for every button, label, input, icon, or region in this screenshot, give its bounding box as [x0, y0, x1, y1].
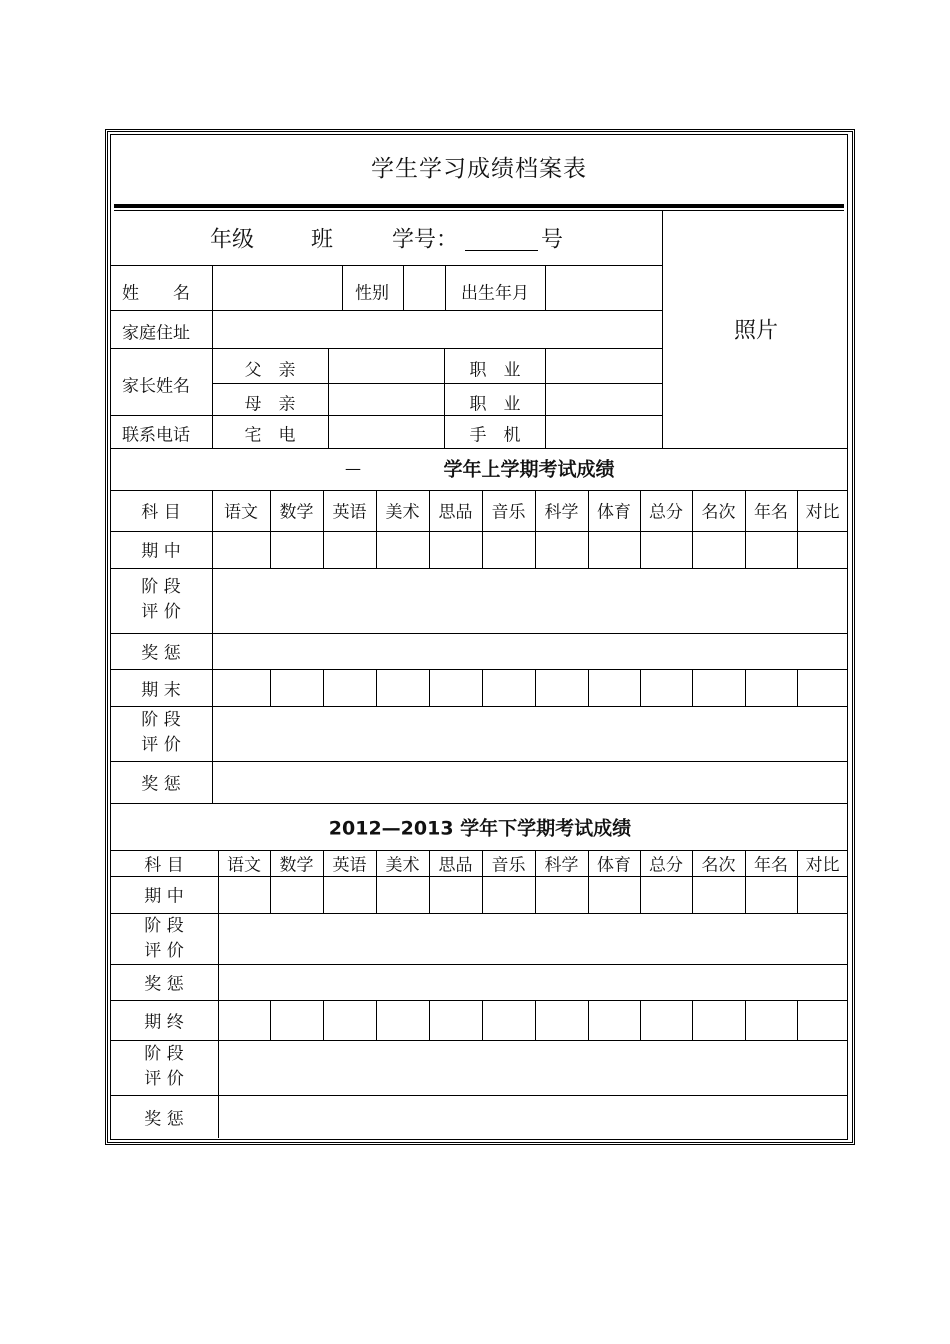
sem1-title-prefix: —: [345, 458, 361, 478]
sem2-subject-header: 对比: [805, 855, 840, 876]
sem2-final-reward-label: 奖 惩: [144, 1109, 184, 1130]
sem2-midterm-score-cell[interactable]: [483, 877, 535, 913]
photo-label: 照片: [733, 318, 779, 344]
sem2-subject-header: 年名: [754, 855, 788, 876]
father-job-label: 职 业: [469, 360, 521, 381]
sem1-subject-header: 英语: [332, 502, 367, 523]
sem2-subject-header: 数学: [279, 855, 314, 876]
grid-line: [110, 1095, 848, 1096]
sem1-final-label: 期 末: [141, 680, 181, 701]
grid-line: [212, 265, 213, 448]
sem1-subject-label: 科 目: [141, 502, 181, 523]
sem2-midterm-score-cell[interactable]: [430, 877, 482, 913]
sem2-final-score-cell[interactable]: [641, 1001, 692, 1040]
sem2-midterm-label: 期 中: [144, 886, 184, 907]
sem1-final-score-cell[interactable]: [798, 670, 848, 706]
sem1-subject-header: 名次: [701, 502, 736, 523]
sem1-final-score-cell[interactable]: [746, 670, 797, 706]
sem1-subject-header: 体育: [597, 502, 631, 523]
sem2-subject-header: 美术: [385, 855, 420, 876]
sem2-midterm-score-cell[interactable]: [641, 877, 692, 913]
sem1-final-reward-label: 奖 惩: [141, 774, 181, 795]
sem1-final-score-cell[interactable]: [324, 670, 376, 706]
grid-line: [110, 448, 848, 449]
sem2-subject-header: 体育: [597, 855, 631, 876]
sem2-midterm-score-cell[interactable]: [798, 877, 848, 913]
grid-line: [445, 265, 446, 310]
sem2-midterm-score-cell[interactable]: [536, 877, 588, 913]
sem1-midterm-score-cell[interactable]: [271, 532, 323, 568]
sem1-final-score-cell[interactable]: [430, 670, 482, 706]
sem2-subject-header: 总分: [649, 855, 683, 876]
mother-job-label: 职 业: [469, 394, 521, 415]
grid-line: [403, 265, 404, 310]
sem1-final-score-cell[interactable]: [589, 670, 640, 706]
grid-line: [110, 310, 662, 311]
class-label: 班: [310, 227, 334, 253]
sem1-subject-header: 年名: [754, 502, 788, 523]
sem1-midterm-score-cell[interactable]: [589, 532, 640, 568]
father-label: 父 亲: [244, 360, 296, 381]
grid-line: [110, 964, 848, 965]
sem1-subject-header: 对比: [805, 502, 840, 523]
student-no-suffix: 号: [540, 227, 564, 253]
grid-line: [110, 568, 848, 569]
sem1-final-eval-label: 阶 段 评 价: [141, 710, 181, 755]
sem2-final-score-cell[interactable]: [483, 1001, 535, 1040]
sem1-midterm-reward-label: 奖 惩: [141, 643, 181, 664]
sem2-subject-header: 思品: [438, 855, 473, 876]
sem2-subject-header: 语文: [227, 855, 261, 876]
sem2-final-score-cell[interactable]: [219, 1001, 270, 1040]
grid-line: [110, 803, 848, 804]
gender-label: 性别: [355, 283, 389, 304]
address-label: 家庭住址: [122, 323, 190, 344]
grade-label: 年级: [209, 227, 255, 253]
sem1-title: 学年上学期考试成绩: [443, 458, 615, 481]
name-label: 姓 名: [122, 283, 190, 304]
sem1-midterm-score-cell[interactable]: [324, 532, 376, 568]
grid-line: [110, 633, 848, 634]
sem2-title: 2012—2013 学年下学期考试成绩: [328, 817, 632, 840]
sem1-subject-header: 思品: [438, 502, 473, 523]
sem2-midterm-score-cell[interactable]: [589, 877, 640, 913]
sem2-final-eval-label: 阶 段 评 价: [144, 1044, 184, 1089]
sem1-midterm-score-cell[interactable]: [641, 532, 692, 568]
sem1-midterm-score-cell[interactable]: [377, 532, 429, 568]
grid-line: [545, 265, 546, 310]
grid-line: [110, 1040, 848, 1041]
grid-line: [110, 761, 848, 762]
grid-line: [110, 706, 848, 707]
grid-line: [342, 265, 343, 310]
sem2-midterm-score-cell[interactable]: [377, 877, 429, 913]
sem2-subject-header: 科学: [544, 855, 579, 876]
sem1-midterm-score-cell[interactable]: [536, 532, 588, 568]
grid-line: [110, 913, 848, 914]
parent-label: 家长姓名: [122, 376, 190, 397]
sem1-final-score-cell[interactable]: [483, 670, 535, 706]
sem1-subject-header: 数学: [279, 502, 314, 523]
grid-line: [545, 348, 546, 448]
sem1-midterm-score-cell[interactable]: [798, 532, 848, 568]
sem1-final-score-cell[interactable]: [641, 670, 692, 706]
mobile-label: 手 机: [469, 425, 521, 446]
sem2-final-score-cell[interactable]: [271, 1001, 323, 1040]
sem2-final-score-cell[interactable]: [536, 1001, 588, 1040]
sem2-final-label: 期 终: [144, 1012, 184, 1033]
sem2-final-score-cell[interactable]: [746, 1001, 797, 1040]
sem2-midterm-score-cell[interactable]: [746, 877, 797, 913]
sem2-final-score-cell[interactable]: [693, 1001, 745, 1040]
sem2-midterm-score-cell[interactable]: [271, 877, 323, 913]
sem2-midterm-eval-label: 阶 段 评 价: [144, 916, 184, 961]
grid-line: [212, 383, 662, 384]
sem1-subject-header: 美术: [385, 502, 420, 523]
form-title: 学生学习成绩档案表: [371, 156, 587, 182]
grid-line: [110, 850, 848, 851]
sem2-subject-header: 英语: [332, 855, 367, 876]
sem2-midterm-reward-label: 奖 惩: [144, 974, 184, 995]
sem2-subject-label: 科 目: [144, 855, 184, 876]
sem1-midterm-score-cell[interactable]: [693, 532, 745, 568]
sem2-midterm-score-cell[interactable]: [693, 877, 745, 913]
sem2-final-score-cell[interactable]: [798, 1001, 848, 1040]
sem1-final-score-cell[interactable]: [271, 670, 323, 706]
sem1-final-score-cell[interactable]: [377, 670, 429, 706]
sem2-subject-header: 音乐: [491, 855, 526, 876]
grid-line: [110, 415, 662, 416]
sem1-midterm-score-cell[interactable]: [483, 532, 535, 568]
sem2-midterm-score-cell[interactable]: [219, 877, 270, 913]
birth-label: 出生年月: [461, 283, 529, 304]
sem1-final-score-cell[interactable]: [536, 670, 588, 706]
sem1-midterm-label: 期 中: [141, 541, 181, 562]
sem1-midterm-score-cell[interactable]: [746, 532, 797, 568]
sem1-midterm-score-cell[interactable]: [430, 532, 482, 568]
sem2-final-score-cell[interactable]: [430, 1001, 482, 1040]
home-phone-label: 宅 电: [244, 425, 296, 446]
student-no-label: 学号：: [391, 227, 459, 253]
sem2-subject-header: 名次: [701, 855, 736, 876]
sem1-subject-header: 音乐: [491, 502, 526, 523]
mother-label: 母 亲: [244, 394, 296, 415]
sem2-midterm-score-cell[interactable]: [324, 877, 376, 913]
grid-line: [328, 348, 329, 448]
sem2-final-score-cell[interactable]: [377, 1001, 429, 1040]
student-no-blank[interactable]: [465, 250, 538, 251]
sem1-final-score-cell[interactable]: [213, 670, 270, 706]
sem2-final-score-cell[interactable]: [589, 1001, 640, 1040]
grid-line: [110, 265, 662, 266]
sem1-subject-header: 语文: [224, 502, 258, 523]
sem2-final-score-cell[interactable]: [324, 1001, 376, 1040]
sem1-subject-header: 总分: [649, 502, 683, 523]
sem1-midterm-score-cell[interactable]: [213, 532, 270, 568]
sem1-subject-header: 科学: [544, 502, 579, 523]
grid-line: [662, 210, 663, 448]
grid-line: [110, 490, 848, 491]
title-divider-thick: [114, 204, 844, 208]
sem1-final-score-cell[interactable]: [693, 670, 745, 706]
grid-line: [444, 348, 445, 448]
grid-line: [110, 348, 662, 349]
contact-label: 联系电话: [122, 425, 190, 446]
title-divider-thin: [114, 210, 844, 211]
sem1-midterm-eval-label: 阶 段 评 价: [141, 577, 181, 622]
